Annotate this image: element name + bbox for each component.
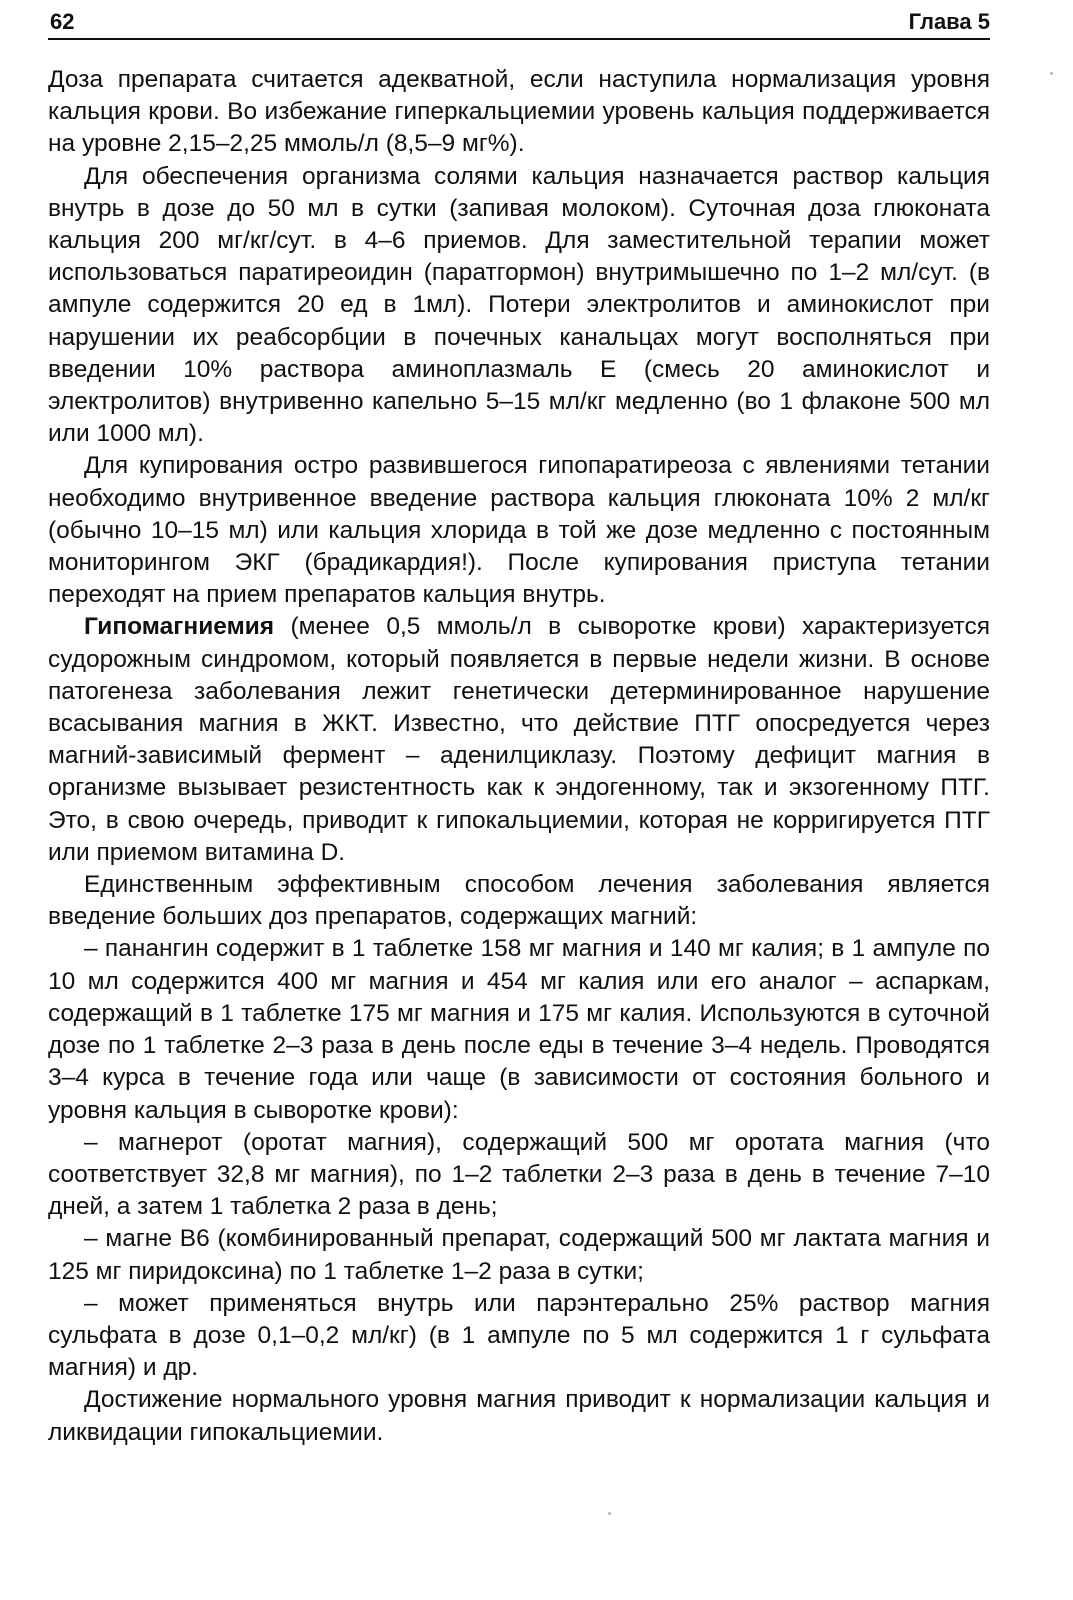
page-number: 62 <box>50 9 75 34</box>
list-item-magnesium-sulfate: – может применяться внутрь или парэнтерально 25% раствор магния сульфата в дозе 0,1–0,2 мл/кг) (в 1 ампуле по 5 мл содержится 1 г сульфата магния) и др. <box>48 1289 990 1382</box>
paragraph-tetany-treatment: Для купирования остро развившегося гипопаратиреоза с явлениями тетании необходимо внутривенное введение раствора кальция глюконата 10% 2 мл/кг (обычно 10–15 мл) или кальция хлорида в той же дозе медленно с постоянным мониторингом ЭКГ (брадикардия!). После купирования приступа тетании переходят на прием препаратов кальция внутрь. <box>48 452 990 609</box>
term-hypomagnesemia: Гипомагниемия <box>84 613 275 641</box>
chapter-label: Глава 5 <box>908 9 990 34</box>
scan-speck <box>1050 72 1053 75</box>
paragraph-conclusion: Достижение нормального уровня магния приводит к нормализации кальция и ликвидации гипокальциемии. <box>48 1386 990 1446</box>
list-item-magne-b6: – магне B6 (комбинированный препарат, содержащий 500 мг лактата магния и 125 мг пиридоксина) по 1 таблетке 1–2 раза в сутки; <box>48 1225 990 1285</box>
running-header <box>48 8 990 36</box>
list-item-magnerot: – магнерот (оротат магния), содержащий 500 мг оротата магния (что соответствует 32,8 мг магния), по 1–2 таблетки 2–3 раза в день в течение 7–10 дней, а затем 1 таблетка 2 раза в день; <box>48 1128 990 1221</box>
list-item-panangin: – панангин содержит в 1 таблетке 158 мг магния и 140 мг калия; в 1 ампуле по 10 мл содержится 400 мг магния и 454 мг калия или его аналог – аспаркам, содержащий в 1 таблетке 175 мг магния и 175 мг калия. Используются в суточной дозе по 1 таблетке 2–3 раза в день после еды в течение 3–4 недель. Проводятся 3–4 курса в течение года или чаще (в зависимости от состояния больного и уровня кальция в сыворотке крови): <box>48 935 990 1124</box>
paragraph-treatment-method: Единственным эффективным способом лечения заболевания является введение больших доз препаратов, содержащих магний: <box>48 871 990 931</box>
body-text <box>48 64 990 1449</box>
scan-speck <box>608 1512 611 1515</box>
header-rule <box>48 38 990 40</box>
paragraph-hypomagnesemia <box>48 611 990 869</box>
paragraph-calcium-therapy: Для обеспечения организма солями кальция назначается раствор кальция внутрь в дозе до 50 мл в сутки (запивая молоком). Суточная доза глюконата кальция 200 мг/кг/сут. в 4–6 приемов. Для заместительной терапии может использоваться паратиреоидин (паратгормон) внутримышечно по 1–2 мл/сут. (в ампуле содержится 20 ед в 1мл). Потери электролитов и аминокислот при нарушении их реабсорбции в почечных канальцах могут восполняться при введении 10% раствора аминоплазмаль E (смесь 20 аминокислот и электролитов) внутривенно капельно 5–15 мл/кг медленно (во 1 флаконе 500 мл или 1000 мл). <box>48 162 990 448</box>
book-page <box>48 0 990 1600</box>
paragraph-hypomagnesemia-text: (менее 0,5 ммоль/л в сыворотке крови) характеризуется судорожным синдромом, который появляется в первые недели жизни. В основе патогенеза заболевания лежит генетически детерминированное нарушение всасывания магния в ЖКТ. Известно, что действие ПТГ опосредуется через магний-зависимый фермент – аденилциклазу. Поэтому дефицит магния в организме вызывает резистентность как к эндогенному, так и экзогенному ПТГ. Это, в свою очередь, приводит к гипокальциемии, которая не корригируется ПТГ или приемом витамина D. <box>48 613 990 866</box>
paragraph-calcium-dose: Доза препарата считается адекватной, если наступила нормализация уровня кальция крови. Во избежание гиперкальциемии уровень кальция поддерживается на уровне 2,15–2,25 ммоль/л (8,5–9 мг%). <box>48 66 990 158</box>
